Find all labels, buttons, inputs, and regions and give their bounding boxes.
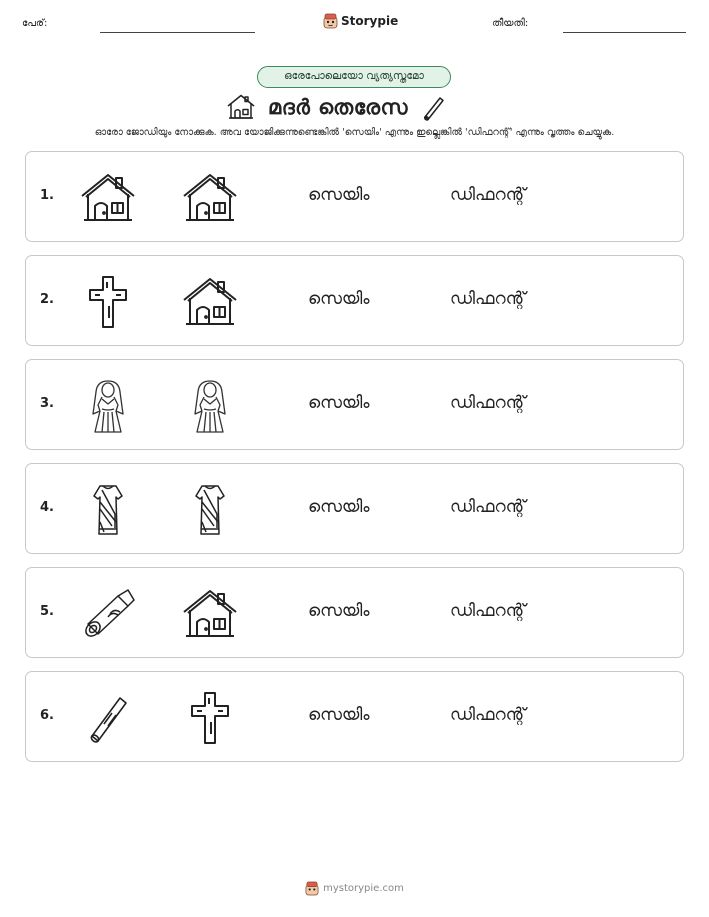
question-row [25,255,684,346]
date-label: തീയതി: [492,18,529,29]
question-row [25,671,684,762]
saree-icon [78,482,138,538]
nun-icon [180,378,240,434]
question-number: 4. [40,500,54,515]
same-option[interactable]: സെയിം [308,705,370,725]
same-option[interactable]: സെയിം [308,393,370,413]
house-icon [180,586,240,642]
instructions: ഓരോ ജോഡിയും നോക്കുക. അവ യോജിക്കുന്നുണ്ടെങ്കിൽ 'സെയിം' എന്നും ഇല്ലെങ്കിൽ 'ഡിഫറന്റ്' എന്നും വൃത്തം ചെയ്യുക. [94,127,615,138]
page-title: മദർ തെരേസ [268,94,408,119]
house-icon [78,170,138,226]
cross-icon [78,274,138,330]
different-option[interactable]: ഡിഫറന്റ് [450,497,526,517]
same-option[interactable]: സെയിം [308,289,370,309]
question-number: 1. [40,188,54,203]
title-row [226,92,448,122]
name-field[interactable] [100,32,255,33]
different-option[interactable]: ഡിഫറന്റ് [450,601,526,621]
footer-site[interactable]: mystorypie.com [323,883,404,894]
question-number: 2. [40,292,54,307]
same-option[interactable]: സെയിം [308,185,370,205]
storypie-mascot-icon [305,881,319,896]
brand-name: Storypie [341,14,399,28]
stick-icon [418,92,448,122]
stick-icon [78,690,138,746]
brand-logo [323,13,398,29]
question-row [25,151,684,242]
house-icon [180,274,240,330]
same-option[interactable]: സെയിം [308,497,370,517]
date-field[interactable] [563,32,686,33]
different-option[interactable]: ഡിഫറന്റ് [450,185,526,205]
question-number: 3. [40,396,54,411]
cross-icon [180,690,240,746]
saree-icon [180,482,240,538]
question-number: 6. [40,708,54,723]
different-option[interactable]: ഡിഫറന്റ് [450,705,526,725]
question-row [25,567,684,658]
different-option[interactable]: ഡിഫറന്റ് [450,393,526,413]
house-icon [226,92,256,122]
footer [0,881,709,896]
same-option[interactable]: സെയിം [308,601,370,621]
question-number: 5. [40,604,54,619]
worksheet-type-badge: ഒരേപോലെയോ വ്യത്യസ്തമോ [257,66,451,88]
question-row [25,463,684,554]
house-icon [180,170,240,226]
different-option[interactable]: ഡിഫറന്റ് [450,289,526,309]
question-row [25,359,684,450]
storypie-mascot-icon [323,13,338,29]
nun-icon [78,378,138,434]
scroll-icon [78,586,138,642]
name-label: പേര്: [22,18,48,29]
